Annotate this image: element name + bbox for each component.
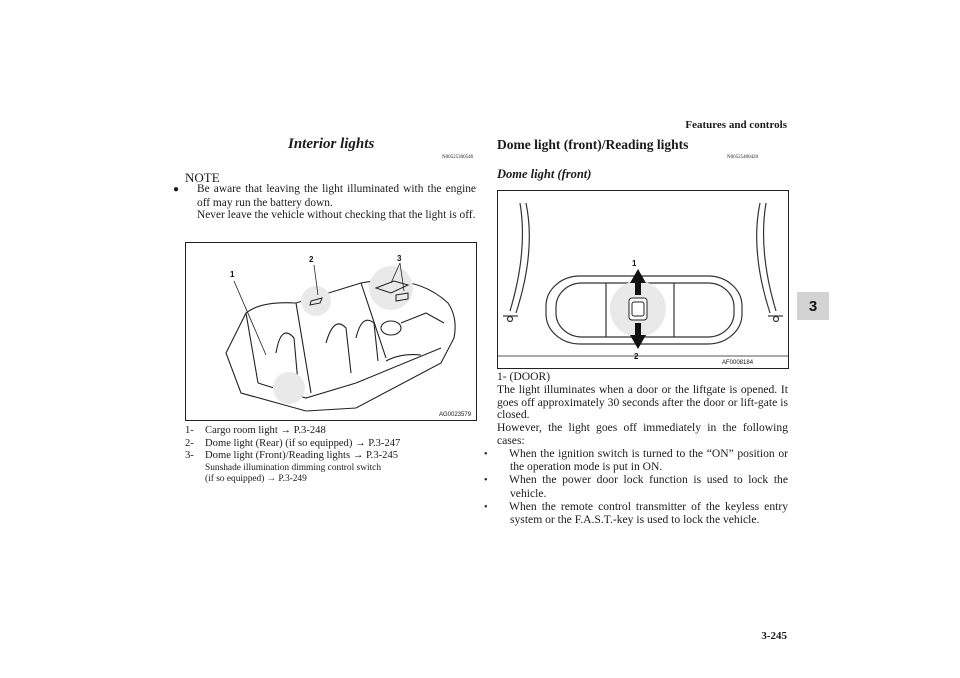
list-item: • When the remote control transmitter of the keyless entry system or the F.A.S.T.-key is used to lock the vehicle. xyxy=(484,499,788,527)
vehicle-interior-figure xyxy=(185,242,477,421)
chapter-tab: 3 xyxy=(797,292,829,320)
callout-2: 2 xyxy=(634,352,639,361)
list-item: • When the power door lock function is used to lock the vehicle. xyxy=(484,473,788,500)
bullet-icon: • xyxy=(484,475,488,486)
position-label: 1- (DOOR) xyxy=(497,370,551,383)
legend-item xyxy=(185,438,485,451)
vehicle-interior-illustration xyxy=(186,243,476,420)
subsection-title: Dome light (front)/Reading lights xyxy=(497,137,689,152)
legend-number: 3- xyxy=(185,450,194,462)
legend-number: 2- xyxy=(185,437,194,449)
bullet-icon: • xyxy=(484,501,488,513)
section-title: Interior lights xyxy=(288,136,375,152)
paragraph: However, the light goes off immediately in the following cases: xyxy=(497,421,788,447)
list-item: • When the ignition switch is turned to the “ON” position or the operation mode is put in ON. xyxy=(484,446,788,474)
legend-number: 1- xyxy=(185,425,194,436)
legend-item xyxy=(185,450,485,463)
dome-light-description xyxy=(484,370,788,527)
paragraph: The light illuminates when a door or the liftgate is opened. It goes off approximately 30 seconds after the door or lift-gate is closed. xyxy=(497,382,788,422)
subsection-code: N00525400420 xyxy=(727,155,759,160)
note-body xyxy=(173,183,476,222)
note-line: Never leave the vehicle without checking that the light is off. xyxy=(197,209,476,222)
legend-subtext: Sunshade illumination dimming control switch xyxy=(205,462,382,473)
legend-text: Dome light (Front)/Reading lights → P.3-245 xyxy=(205,450,399,462)
legend-text: Cargo room light → P.3-248 xyxy=(205,425,326,436)
callout-1: 1 xyxy=(632,259,637,268)
callout-1: 1 xyxy=(230,270,235,279)
page-number: 3-245 xyxy=(761,630,787,642)
figure-legend xyxy=(185,425,485,485)
callout-3: 3 xyxy=(397,254,402,263)
legend-subtext: (if so equipped) → P.3-249 xyxy=(205,473,307,484)
bullet-icon: ● xyxy=(173,184,180,195)
note-line: Be aware that leaving the light illuminated with the engine off may run the battery down. xyxy=(197,183,476,209)
figure-code: AF0008184 xyxy=(722,360,754,366)
dome-light-figure xyxy=(497,190,789,369)
legend-text: Dome light (Rear) (if so equipped) → P.3-247 xyxy=(205,437,401,449)
subsection-subtitle: Dome light (front) xyxy=(497,167,592,181)
legend-item xyxy=(185,425,485,438)
figure-code: AG0023579 xyxy=(439,412,472,418)
bullet-icon: • xyxy=(484,448,488,460)
dome-light-illustration xyxy=(498,191,788,368)
section-code: N00525300546 xyxy=(442,155,474,160)
note-label: NOTE xyxy=(185,170,220,185)
header-title: Features and controls xyxy=(685,119,787,131)
callout-2: 2 xyxy=(309,255,314,264)
